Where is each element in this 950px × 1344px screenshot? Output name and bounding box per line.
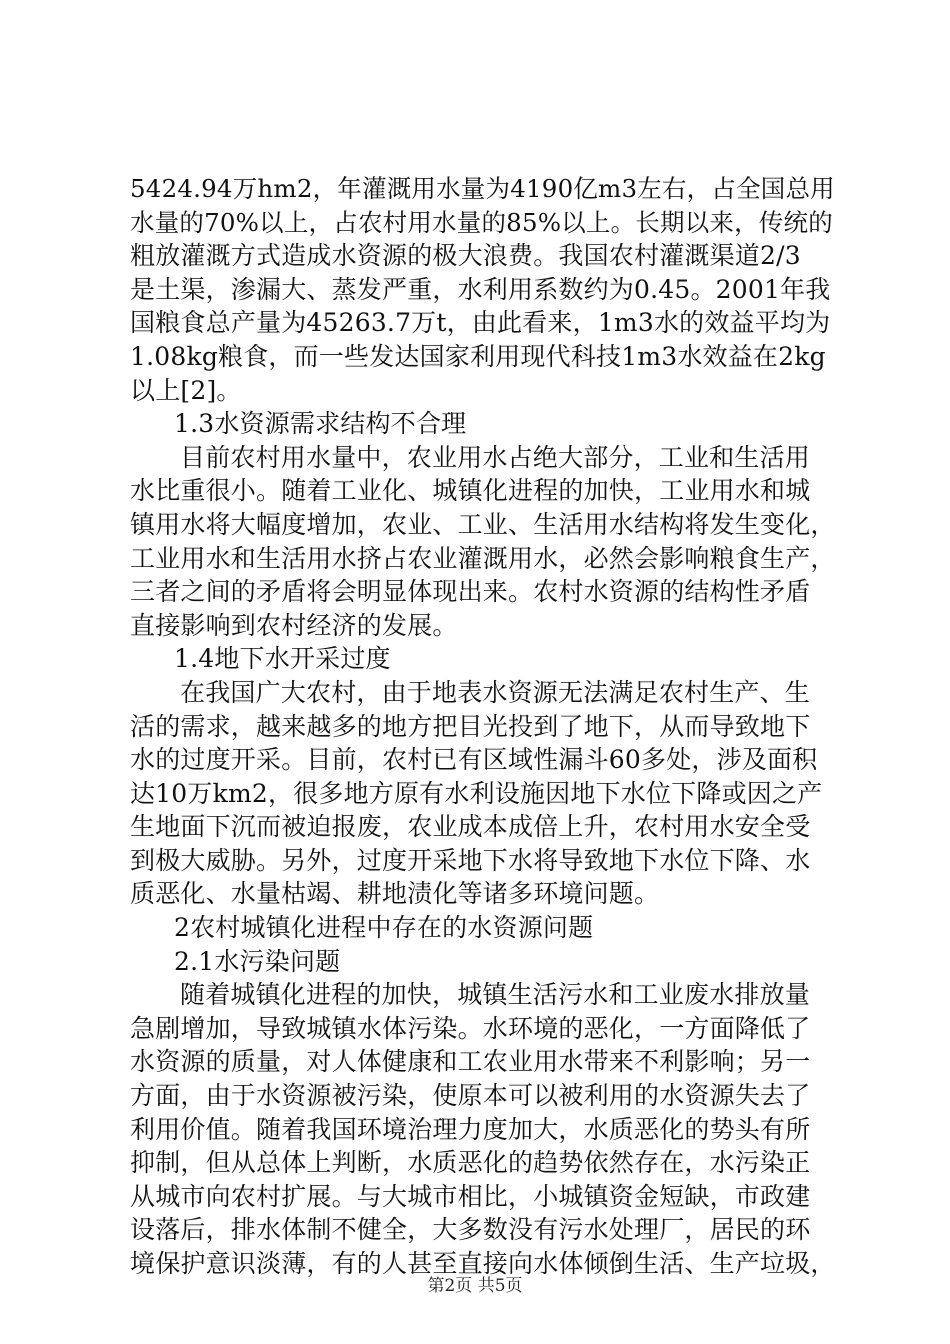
section-heading: 2.1水污染问题 [174, 946, 341, 976]
text-line: 达10万km2，很多地方原有水利设施因地下水位下降或因之产 [130, 778, 823, 808]
text-line: 在我国广大农村，由于地表水资源无法满足农村生产、生 [180, 677, 811, 707]
text-line: 1.08kg粮食，而一些发达国家利用现代科技1m3水效益在2kg [130, 341, 826, 371]
section-heading: 1.3水资源需求结构不合理 [174, 409, 467, 439]
text-line: 镇用水将大幅度增加，农业、工业、生活用水结构将发生变化， [130, 509, 836, 539]
text-line: 水的过度开采。目前，农村已有区域性漏斗60多处，涉及面积 [130, 745, 818, 775]
body-text [130, 172, 842, 1281]
text-line: 粗放灌溉方式造成水资源的极大浪费。我国农村灌溉渠道2/3 [130, 241, 801, 271]
text-line: 境保护意识淡薄，有的人甚至直接向水体倾倒生活、生产垃圾， [130, 1249, 836, 1278]
text-line: 水比重很小。随着工业化、城镇化进程的加快，工业用水和城 [130, 476, 811, 506]
text-line: 水资源的质量，对人体健康和工农业用水带来不利影响；另一 [130, 1047, 811, 1077]
text-line: 活的需求，越来越多的地方把目光投到了地下，从而导致地下 [130, 711, 811, 741]
text-line: 工业用水和生活用水挤占农业灌溉用水，必然会影响粮食生产， [130, 543, 836, 573]
text-line: 国粮食总产量为45263.7万t，由此看来，1m3水的效益平均为 [130, 308, 831, 338]
text-line: 从城市向农村扩展。与大城市相比，小城镇资金短缺，市政建 [130, 1181, 811, 1211]
text-line: 急剧增加，导致城镇水体污染。水环境的恶化，一方面降低了 [130, 1013, 811, 1043]
text-line: 是土渠，渗漏大、蒸发严重，水利用系数约为0.45。2001年我 [130, 274, 831, 304]
text-line: 到极大威胁。另外，过度开采地下水将导致地下水位下降、水 [130, 845, 811, 875]
text-line: 生地面下沉而被迫报废，农业成本成倍上升，农村用水安全受 [130, 812, 811, 842]
text-line: 抑制，但从总体上判断，水质恶化的趋势依然存在，水污染正 [130, 1148, 811, 1178]
text-line: 利用价值。随着我国环境治理力度加大，水质恶化的势头有所 [130, 1114, 811, 1144]
text-line: 设落后，排水体制不健全，大多数没有污水处理厂，居民的环 [130, 1215, 811, 1245]
text-line: 随着城镇化进程的加快，城镇生活污水和工业废水排放量 [180, 980, 811, 1010]
text-line: 质恶化、水量枯竭、耕地渍化等诸多环境问题。 [130, 879, 660, 909]
text-line: 5424.94万hm2，年灌溉用水量为4190亿m3左右，占全国总用 [130, 174, 835, 203]
text-line: 水量的70%以上，占农村用水量的85%以上。长期以来，传统的 [130, 207, 833, 237]
text-line: 目前农村用水量中，农业用水占绝大部分，工业和生活用 [180, 442, 811, 472]
section-heading: 2农村城镇化进程中存在的水资源问题 [174, 913, 594, 943]
section-heading: 1.4地下水开采过度 [174, 644, 391, 674]
page-footer: 第2页 共5页 [427, 1276, 523, 1296]
text-line: 方面，由于水资源被污染，使原本可以被利用的水资源失去了 [130, 1081, 811, 1111]
text-line: 以上[2]。 [130, 375, 242, 405]
text-line: 三者之间的矛盾将会明显体现出来。农村水资源的结构性矛盾 [130, 577, 811, 607]
text-line: 直接影响到农村经济的发展。 [130, 610, 458, 640]
